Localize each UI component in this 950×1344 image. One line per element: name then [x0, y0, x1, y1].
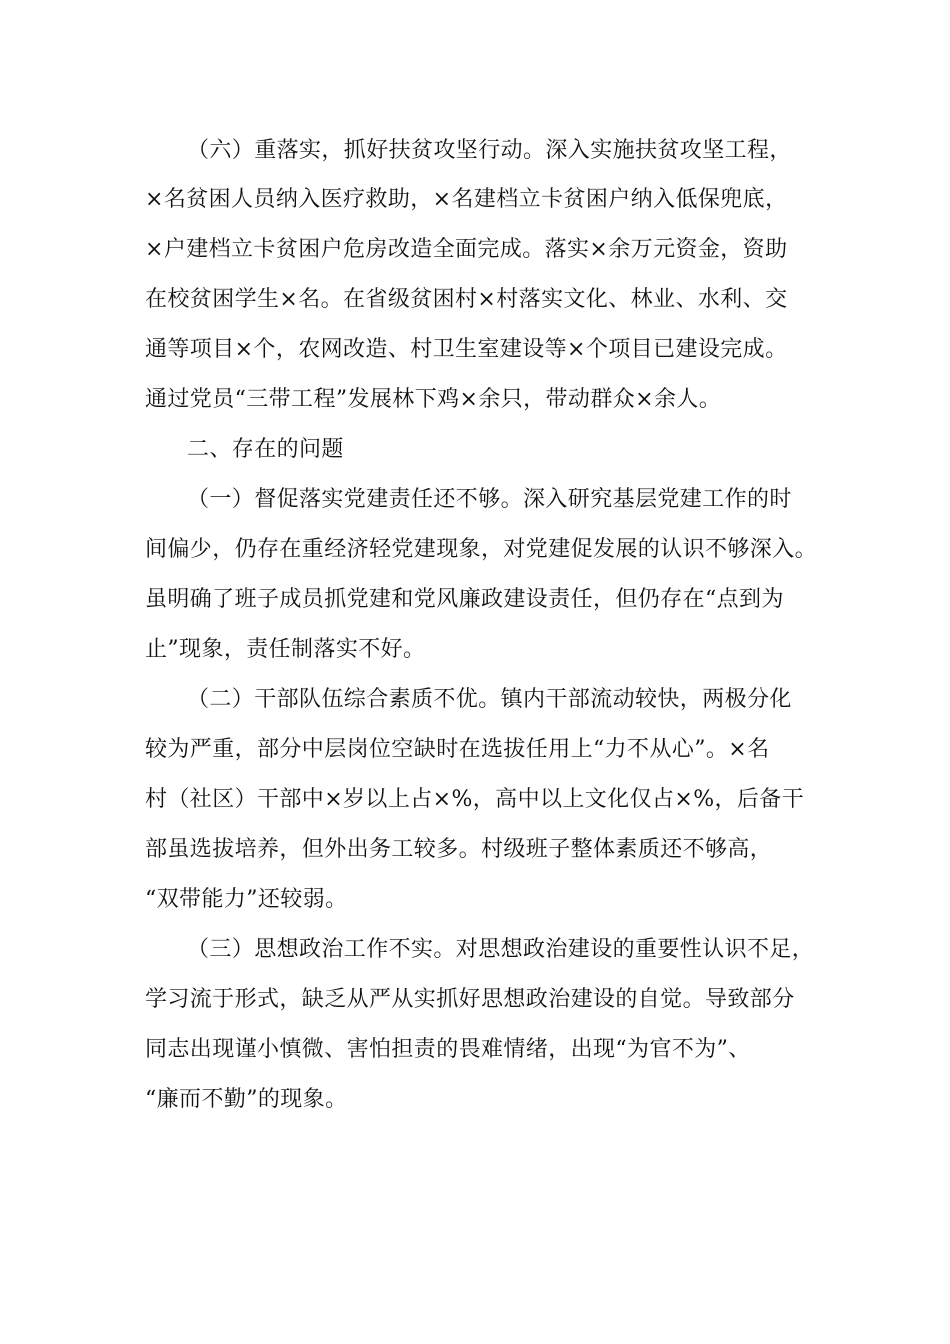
paragraph-2-line-1: （二）干部队伍综合素质不优。镇内干部流动较快，两极分化 [187, 687, 792, 712]
paragraph-1-line-3: 虽明确了班子成员抓党建和党风廉政建设责任，但仍存在“点到为 [145, 587, 784, 612]
paragraph-6-line-2: ×名贫困人员纳入医疗救助，×名建档立卡贫困户纳入低保兜底， [145, 187, 788, 212]
section-heading-problems: 二、存在的问题 [187, 437, 344, 462]
paragraph-3-line-1: （三）思想政治工作不实。对思想政治建设的重要性认识不足， [187, 937, 815, 962]
paragraph-6-line-3: ×户建档立卡贫困户危房改造全面完成。落实×余万元资金，资助 [145, 237, 788, 262]
paragraph-6-line-5: 通等项目×个，农网改造、村卫生室建设等×个项目已建设完成。 [145, 337, 788, 362]
paragraph-2-line-5: “双带能力”还较弱。 [145, 887, 348, 912]
paragraph-3-line-3: 同志出现谨小慎微、害怕担责的畏难情绪，出现“为官不为”、 [145, 1037, 751, 1062]
paragraph-2-line-2: 较为严重，部分中层岗位空缺时在选拔任用上“力不从心”。×名 [145, 737, 770, 762]
paragraph-6-line-6: 通过党员“三带工程”发展林下鸡×余只，带动群众×余人。 [145, 387, 722, 412]
paragraph-2-line-4: 部虽选拔培养，但外出务工较多。村级班子整体素质还不够高， [145, 837, 773, 862]
paragraph-1-line-1: （一）督促落实党建责任还不够。深入研究基层党建工作的时 [187, 487, 792, 512]
paragraph-3-line-2: 学习流于形式，缺乏从严从实抓好思想政治建设的自觉。导致部分 [145, 987, 795, 1012]
paragraph-3-line-4: “廉而不勤”的现象。 [145, 1087, 348, 1112]
paragraph-6-line-4: 在校贫困学生×名。在省级贫困村×村落实文化、林业、水利、交 [145, 287, 788, 312]
paragraph-6-line-1: （六）重落实，抓好扶贫攻坚行动。深入实施扶贫攻坚工程， [187, 138, 792, 163]
paragraph-2-line-3: 村（社区）干部中×岁以上占×%，高中以上文化仅占×%，后备干 [145, 787, 805, 812]
paragraph-1-line-4: 止”现象，责任制落实不好。 [145, 637, 426, 662]
paragraph-1-line-2: 间偏少，仍存在重经济轻党建现象，对党建促发展的认识不够深入。 [145, 537, 818, 562]
